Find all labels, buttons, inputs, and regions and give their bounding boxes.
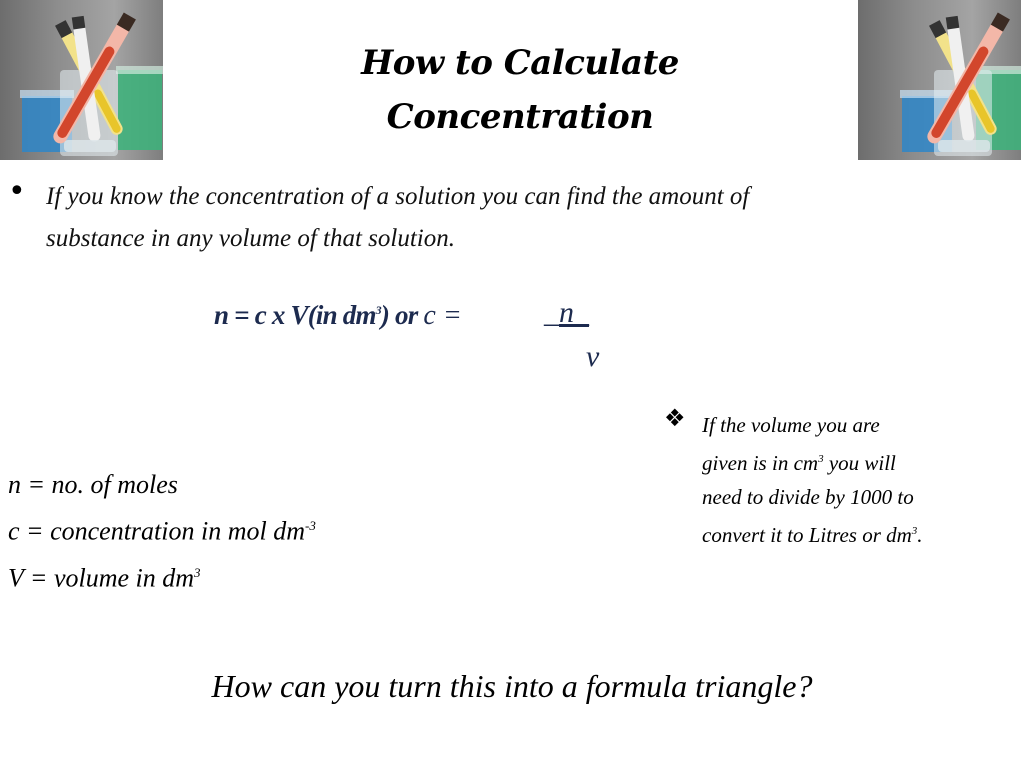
intro-text [46,176,946,260]
note-line-3: need to divide by 1000 to [702,485,914,509]
test-tubes-photo-left [0,0,163,160]
note-line-1: If the volume you are [702,413,880,437]
def-n: n = no. of moles [8,470,178,499]
formula-superscript: 3 [375,303,381,317]
note-line-2: given is in $cm^3$ you will [702,451,896,475]
formula-n-equals: n = c x V(in $dm^3$) or [214,300,418,330]
diamond-bullet-icon: ❖ [664,404,686,432]
test-tubes-photo-right [858,0,1021,160]
variable-definitions [8,464,316,598]
def-v: V = volume in $dm^3$ [8,563,201,593]
note-line-4: convert it to Litres or $dm^3$. [702,523,923,547]
slide-title [300,36,740,144]
title-line-2: Concentration [386,97,654,137]
intro-line-1: If you know the concentration of a solution you can find the amount of [46,183,750,210]
formula-denominator: v [586,340,600,373]
def-c: c = concentration in mol $dm^{-3}$ [8,516,316,546]
test-tubes-illustration [858,0,1021,160]
formula-numerator: _n_ [544,296,589,329]
formula-triangle-question: How can you turn this into a formula triangle? [211,668,813,704]
formula-main [214,300,462,332]
title-line-1: How to Calculate [361,43,679,83]
test-tubes-illustration [0,0,163,160]
bullet-dot-icon: • [8,174,26,209]
volume-note [702,408,992,552]
formula-c-equals: c = [423,300,462,331]
intro-line-2: substance in any volume of that solution. [46,225,455,252]
